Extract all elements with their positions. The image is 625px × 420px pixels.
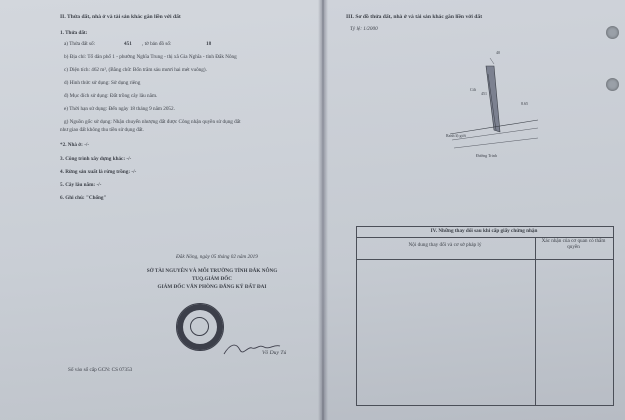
origin-line-1: g) Nguồn gốc sử dụng: Nhận chuyển nhượng đất được Công nhận quyền sử dụng đất — [64, 119, 241, 125]
signature — [222, 338, 292, 360]
changes-column-confirmation: Xác nhận của cơ quan có thẩm quyền — [541, 238, 606, 250]
sketch-road-name: Đường Trinh — [476, 153, 497, 158]
section-1-title: 1. Thửa đất: — [60, 30, 88, 36]
punch-hole-top — [606, 26, 619, 39]
origin-line-2: như giao đất không thu tiền sử dụng đất. — [60, 127, 144, 133]
seal-star-center — [190, 317, 209, 336]
house-line: *2. Nhà ở: -/- — [60, 142, 90, 148]
sketch-parcel-number: 451 — [481, 91, 487, 96]
changes-table — [356, 226, 614, 406]
map-sheet-number: 18 — [206, 41, 212, 47]
usage-term-line: e) Thời hạn sử dụng: Đến ngày 18 tháng 9 năm 2052. — [64, 106, 175, 112]
authorization-line: TUQ.GIÁM ĐỐC — [191, 276, 233, 282]
sketch-parcel-prefix: Ctlt — [470, 87, 477, 92]
map-sheet-label: , tờ bản đồ số: — [142, 41, 172, 47]
parcel-number: 451 — [124, 41, 132, 47]
usage-purpose-line: đ) Mục đích sử dụng: Đất trồng cây lâu năm. — [64, 93, 158, 99]
changes-table-title: IV. Những thay đổi sau khi cấp giấy chứng nhận — [430, 228, 538, 234]
forest-line: 4. Rừng sản xuất là rừng trồng: -/- — [60, 169, 137, 175]
sketch-road-edge-label: Ranh lộ giới — [446, 133, 466, 138]
official-seal — [176, 303, 224, 351]
parcel-number-label: a) Thửa đất số: — [64, 41, 96, 47]
signer-name: Võ Duy Tú — [262, 350, 287, 356]
left-heading: II. Thửa đất, nhà ở và tài sản khác gắn liền với đất — [60, 14, 181, 20]
area-line: c) Diện tích: 462 m², (Bằng chữ: Bốn trăm sáu mươi hai mét vuông). — [64, 67, 207, 73]
sketch-dimension-top: 40 — [496, 50, 500, 55]
other-construction-line: 3. Công trình xây dựng khác: -/- — [60, 156, 132, 162]
changes-table-divider — [535, 237, 536, 405]
note-line: 6. Ghi chú: "Chống" — [60, 195, 107, 201]
perennial-trees-line: 5. Cây lâu năm: -/- — [60, 182, 102, 188]
registry-number: Số vào sổ cấp GCN: CS 07353 — [68, 367, 133, 373]
changes-column-content: Nội dung thay đổi và cơ sở pháp lý — [408, 242, 482, 248]
map-scale: Tỷ lệ: 1/2000 — [350, 26, 378, 32]
address-line: b) Địa chỉ: Tổ dân phố 1 - phường Nghĩa Trung - thị xã Gia Nghĩa - tỉnh Đắk Nông — [64, 54, 237, 60]
issuing-department: SỞ TÀI NGUYÊN VÀ MÔI TRƯỜNG TỈNH ĐẮK NÔNG — [146, 268, 278, 274]
issue-date: Đắk Nông, ngày 05 tháng 02 năm 2019 — [176, 254, 258, 260]
right-heading: III. Sơ đồ thửa đất, nhà ở và tài sản khác gắn liền với đất — [346, 14, 483, 20]
punch-hole-middle — [606, 78, 619, 91]
page-fold — [318, 0, 328, 420]
usage-form-line: d) Hình thức sử dụng: Sử dụng riêng — [64, 80, 141, 86]
signer-title: GIÁM ĐỐC VĂN PHÒNG ĐĂNG KÝ ĐẤT ĐAI — [157, 284, 267, 290]
sketch-dimension-right: 8.65 — [521, 101, 528, 106]
